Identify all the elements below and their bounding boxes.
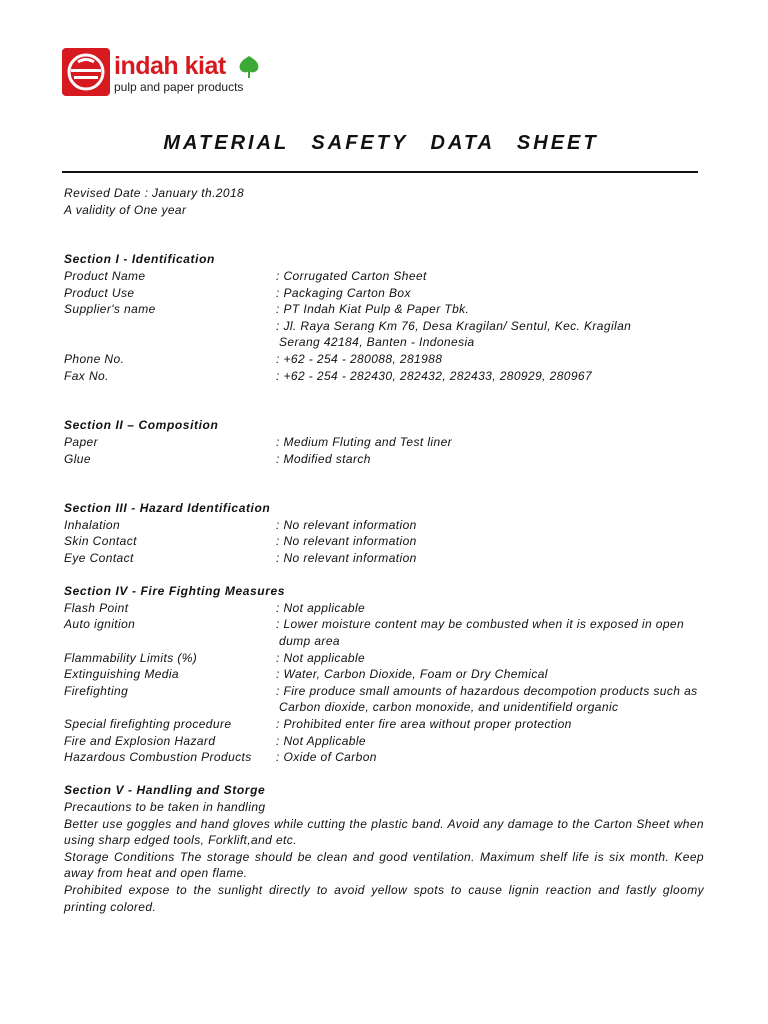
field-value: : PT Indah Kiat Pulp & Paper Tbk. [276,302,470,317]
field-value: : Not Applicable [276,733,367,748]
field-label: Product Use [64,285,135,300]
indah-kiat-logo-icon [62,48,110,96]
field-label: Firefighting [64,683,129,698]
logo-name: indah kiat [114,52,226,80]
field-row [64,666,704,683]
field-label: Product Name [64,268,146,283]
validity: A validity of One year [64,202,187,217]
field-label: Auto ignition [64,617,136,632]
supplier-address-line-1: : Jl. Raya Serang Km 76, Desa Kragilan/ Sentul, Kec. Kragilan [276,318,632,333]
field-label: Flammability Limits (%) [64,650,198,665]
sunlight-paragraph: Prohibited expose to the sunlight directly to avoid yellow spots to cause lignin reaction and fastly gloomy printing colored. [64,882,704,914]
field-label: Flash Point [64,600,129,615]
field-value: : Modified starch [276,451,371,466]
field-label: Fire and Explosion Hazard [64,733,216,748]
field-row [64,285,704,302]
field-value: : Fire produce small amounts of hazardous decompotion products such as [276,683,698,698]
field-row [64,749,704,766]
field-label: Extinguishing Media [64,667,179,682]
section-5-title: Section V - Handling and Storge [64,783,266,798]
field-row [64,550,704,567]
field-label: Fax No. [64,368,109,383]
field-value: : Oxide of Carbon [276,750,377,765]
field-value: : Medium Fluting and Test liner [276,434,453,449]
field-row [64,716,704,733]
field-value: : Packaging Carton Box [276,285,411,300]
logo-tagline: pulp and paper products [114,80,244,94]
title-divider [62,171,698,173]
field-value: : +62 - 254 - 282430, 282432, 282433, 280929, 280967 [276,368,593,383]
field-label: Special firefighting procedure [64,717,232,731]
supplier-address-line-2: Serang 42184, Banten - Indonesia [279,335,475,350]
field-label: Inhalation [64,517,121,532]
revised-date: Revised Date : January th.2018 [64,186,245,200]
field-row [64,368,704,385]
field-label: Eye Contact [64,551,134,566]
field-row [64,616,704,633]
field-value-continued: Carbon dioxide, carbon monoxide, and unidentifield organic [279,700,619,715]
field-row [64,301,704,318]
field-label: Phone No. [64,351,125,366]
field-value: : No relevant information [276,517,417,532]
section-3-title: Section III - Hazard Identification [64,501,271,516]
field-row [64,451,704,468]
field-row [64,533,704,550]
precautions-heading: Precautions to be taken in handling [64,799,266,814]
field-row [64,517,704,534]
section-1-title: Section I - Identification [64,252,215,267]
field-value: : Water, Carbon Dioxide, Foam or Dry Chemical [276,667,548,682]
field-label: Skin Contact [64,534,137,549]
storage-paragraph: Storage Conditions The storage should be clean and good ventilation. Maximum shelf life is six month. Keep away from heat and open flame. [64,849,704,881]
field-value: : No relevant information [276,551,417,566]
field-row [64,683,704,700]
field-value: : Lower moisture content may be combusted when it is exposed in open [276,617,685,632]
field-value: : Not applicable [276,650,366,665]
field-value: : Corrugated Carton Sheet [276,268,427,283]
field-label: Glue [64,451,91,466]
field-label: Paper [64,434,99,449]
field-row [64,351,704,368]
field-value-continued: dump area [279,634,340,649]
page-title: MATERIAL SAFETY DATA SHEET [163,132,599,154]
field-value: : Not applicable [276,600,366,615]
field-label: Supplier's name [64,302,156,317]
field-value: : +62 - 254 - 280088, 281988 [276,351,443,366]
document-body [64,185,704,915]
field-row [64,600,704,617]
field-value: : No relevant information [276,534,417,549]
field-row [64,650,704,667]
leaf-icon [236,55,262,79]
section-2-title: Section II – Composition [64,418,219,433]
field-row [64,733,704,750]
field-row [64,268,704,285]
field-label: Hazardous Combustion Products [64,750,252,765]
field-row [64,434,704,451]
section-4-title: Section IV - Fire Fighting Measures [64,584,286,599]
field-value: : Prohibited enter fire area without proper protection [276,717,572,731]
handling-paragraph: Better use goggles and hand gloves while cutting the plastic band. Avoid any damage to the Carton Sheet when using sharp edged tools, Forklift,and etc. [64,816,704,848]
